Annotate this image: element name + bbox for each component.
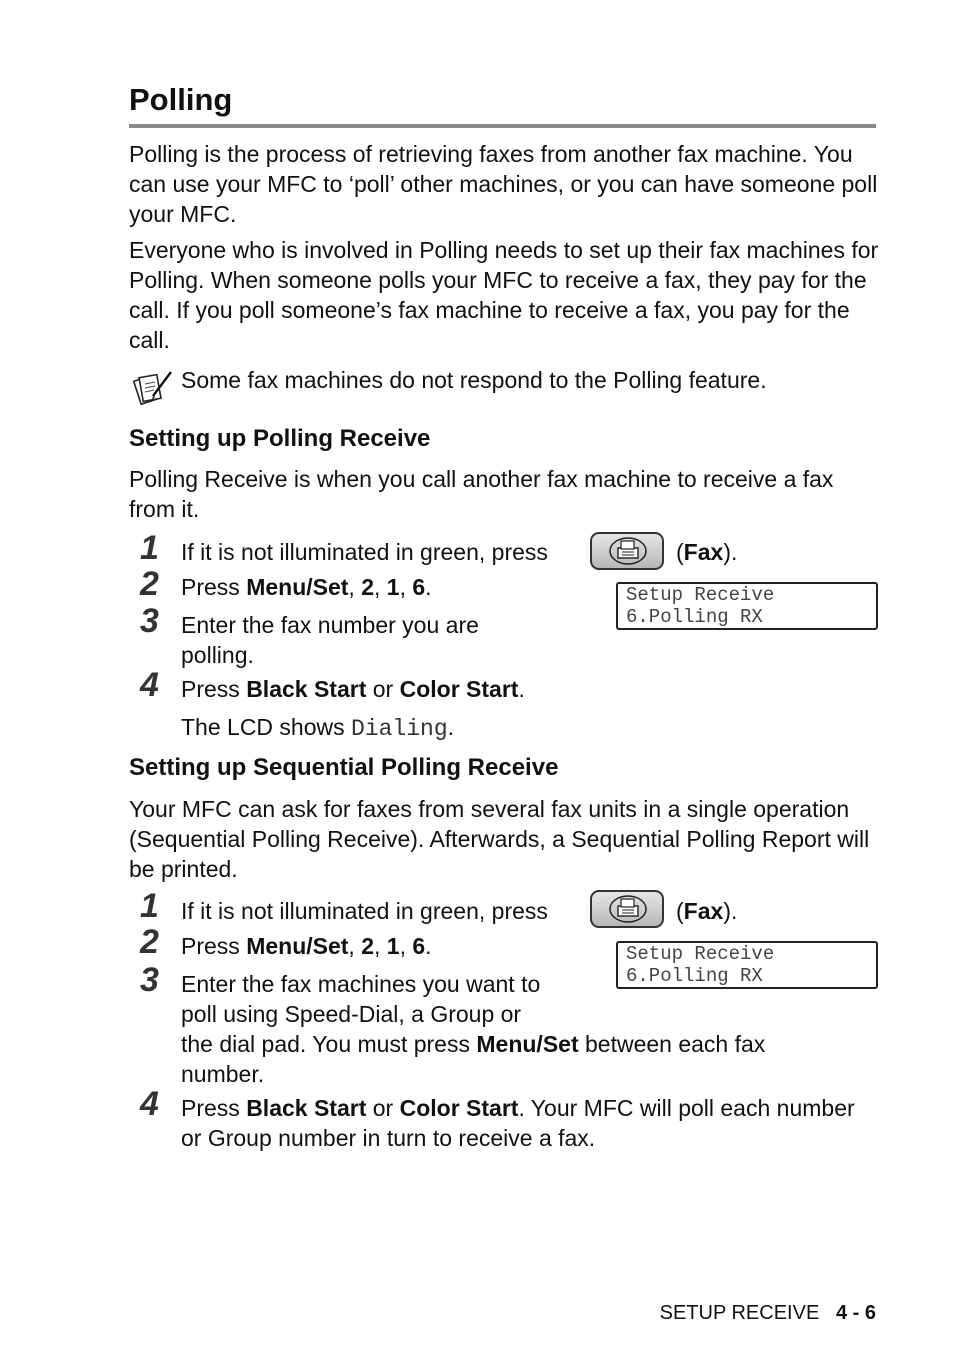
lcd-line-2: 6.Polling RX [626,965,763,987]
color-start-key: Color Start [399,676,519,702]
fax-label-text: Fax [683,539,724,565]
menu-set-key: Menu/Set [246,574,349,600]
lcd-shows-prefix: The LCD shows [181,714,352,740]
step-2-text: Press Menu/Set, 2, 1, 6. [181,574,432,600]
step-number: 4 [140,1085,159,1123]
lcd-shows-text: The LCD shows Dialing. [181,714,455,742]
step-1-text: If it is not illuminated in green, press [181,898,548,924]
fax-label: (Fax). [676,898,738,924]
step-number: 1 [140,887,159,925]
fax-machine-icon [592,534,662,568]
key-6: 6 [412,933,426,959]
lcd-line-1: Setup Receive [626,943,775,965]
step-3-text [181,969,881,1089]
step-text-fragment: the dial pad. You must press [181,1031,477,1057]
step-2-text: Press Menu/Set, 2, 1, 6. [181,933,432,959]
section-heading-polling-receive: Setting up Polling Receive [129,425,431,452]
key-1: 1 [386,933,400,959]
key-1: 1 [386,574,400,600]
note-text: Some fax machines do not respond to the Polling feature. [181,367,767,393]
step-4-text [181,1093,861,1153]
footer-section-name: SETUP RECEIVE [659,1302,820,1324]
lcd-shows-value: Dialing [351,716,448,742]
black-start-key: Black Start [246,1095,367,1121]
menu-set-key: Menu/Set [246,933,349,959]
lcd-line-2: 6.Polling RX [626,606,763,628]
step-number: 1 [140,529,159,567]
key-2: 2 [361,574,374,600]
step-text-fragment: or [366,1095,400,1121]
fax-label: (Fax). [676,539,738,565]
lcd-display [616,582,878,630]
step-3-line-b: poll using Speed-Dial, a Group or [181,1001,522,1027]
step-text-fragment: between each fax number. [181,1031,766,1087]
step-number: 2 [140,923,159,961]
section2-description: Your MFC can ask for faxes from several fax units in a single operation (Sequential Polling Receive). Afterwards, a Sequential Polling Report will be printed. [129,796,870,882]
step-3-line-c [181,1029,841,1089]
step-3-line-a: Enter the fax machines you want to [181,971,541,997]
page-title: Polling [129,82,233,117]
step-text-fragment: . Your MFC will poll each number or Group number in turn to receive a fax. [181,1095,855,1151]
intro-paragraph-2: Everyone who is involved in Polling needs to set up their fax machines for Polling. When someone polls your MFC to receive a fax, they pay for the call. If you poll someone’s fax machine to receive a fax, you pay for the call. [129,237,879,353]
step-number: 4 [140,666,159,704]
step-text-fragment: Press [181,1095,247,1121]
step-1-text: If it is not illuminated in green, press [181,539,548,565]
section-heading-sequential-polling: Setting up Sequential Polling Receive [129,754,559,781]
title-rule [129,124,876,128]
step-text-fragment: Press [181,574,247,600]
step-number: 3 [140,961,159,999]
menu-set-key: Menu/Set [476,1031,579,1057]
footer-page-number: 4 - 6 [835,1302,876,1324]
color-start-key: Color Start [399,1095,519,1121]
step-number: 2 [140,565,159,603]
page-footer [660,1301,876,1325]
note-pencil-icon [133,368,173,408]
step-4-text [181,674,861,704]
lcd-line-1: Setup Receive [626,584,775,606]
step-text-fragment: Press [181,933,247,959]
step-number: 3 [140,602,159,640]
intro-paragraph-1: Polling is the process of retrieving faxes from another fax machine. You can use your MFC to ‘poll’ other machines, or you can have someone poll your MFC. [129,141,878,227]
section1-description: Polling Receive is when you call another fax machine to receive a fax from it. [129,466,834,522]
fax-button[interactable] [590,532,664,570]
step-3-text: Enter the fax number you are polling. [181,612,479,668]
fax-label-text: Fax [683,898,724,924]
key-2: 2 [361,933,374,959]
fax-button[interactable] [590,890,664,928]
fax-machine-icon [592,892,662,926]
key-6: 6 [412,574,426,600]
step-text-fragment: Press [181,676,247,702]
step-text-fragment: or [366,676,400,702]
black-start-key: Black Start [246,676,367,702]
step-text-fragment: . [518,676,525,702]
